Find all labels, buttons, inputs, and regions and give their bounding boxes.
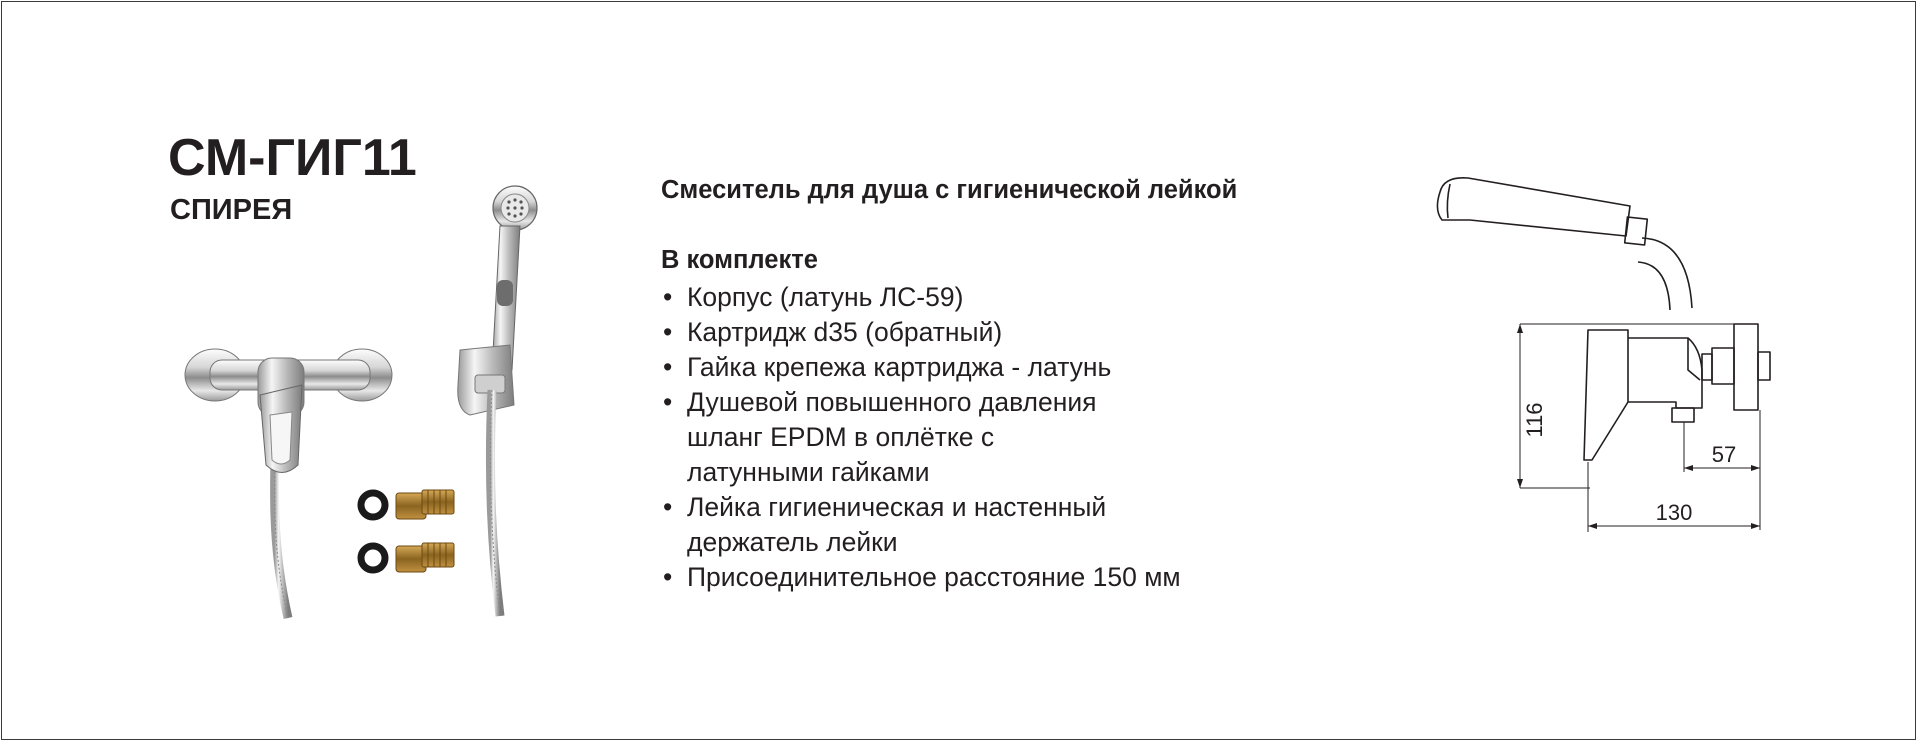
bullet: •: [663, 352, 673, 382]
kit-item-text: Картридж d35 (обратный): [687, 317, 1003, 347]
depth-dimension-label: 57: [1711, 442, 1737, 467]
kit-item-line: шланг EPDM в оплётке с: [687, 422, 995, 452]
eccentric-end: [1758, 352, 1770, 380]
kit-heading: В комплекте: [661, 246, 818, 274]
mixer-lever-outline: [1584, 330, 1628, 460]
kit-item-line: Душевой повышенного давления: [687, 387, 1097, 417]
bullet: •: [663, 492, 673, 522]
kit-item-text: Корпус (латунь ЛС-59): [687, 282, 964, 312]
kit-item-line: держатель лейки: [687, 527, 898, 557]
shower-hose-outline: [1638, 238, 1692, 310]
kit-item: [661, 315, 1181, 350]
bullet: •: [663, 282, 673, 312]
bullet: •: [663, 317, 673, 347]
kit-item: [661, 490, 1181, 560]
wall-plate: [1734, 324, 1758, 410]
kit-item: [661, 280, 1181, 315]
technical-drawing: [1420, 170, 1800, 540]
model-code: СМ-ГИГ11: [168, 129, 417, 187]
product-title: Смеситель для душа с гигиенической лейкой: [661, 176, 1238, 204]
kit-item: [661, 560, 1181, 595]
outlet-stub: [1672, 408, 1694, 422]
kit-item-line: Лейка гигиеническая и настенный: [687, 492, 1107, 522]
bullet: •: [663, 562, 673, 592]
kit-item: [661, 350, 1181, 385]
hand-shower-outline: [1437, 178, 1630, 236]
product-photo: [170, 180, 540, 620]
connector-nut: [1712, 348, 1734, 384]
height-dimension-label: 116: [1522, 402, 1547, 438]
kit-item-text: Гайка крепежа картриджа - латунь: [687, 352, 1112, 382]
kit-item-line: латунными гайками: [687, 457, 930, 487]
kit-item: [661, 385, 1181, 490]
kit-list: [661, 280, 1181, 595]
series-name: СПИРЕЯ: [170, 194, 293, 226]
bullet: •: [663, 387, 673, 417]
width-dimension-label: 130: [1655, 500, 1693, 525]
kit-item-text: Присоединительное расстояние 150 мм: [687, 562, 1181, 592]
